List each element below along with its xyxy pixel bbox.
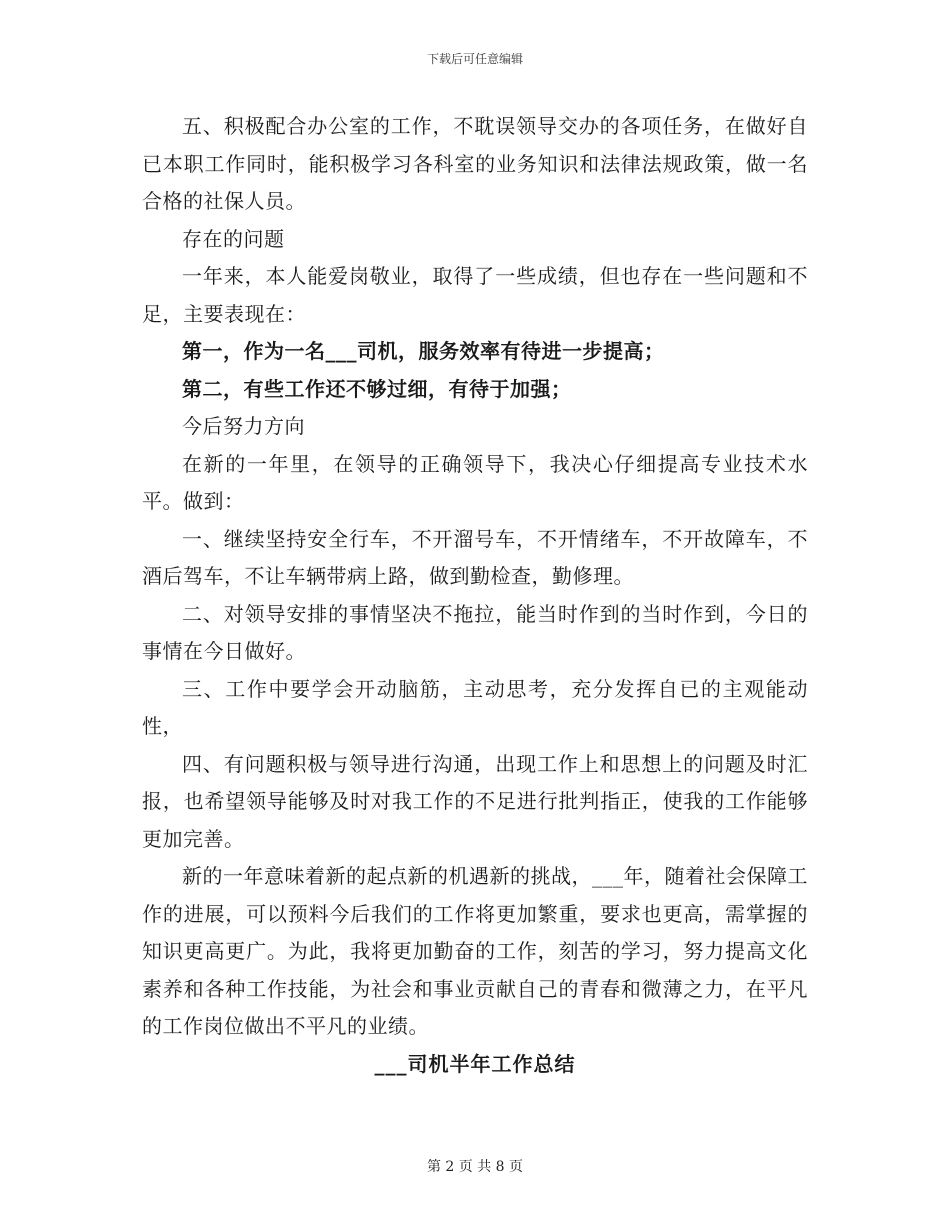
paragraph: 新的一年意味着新的起点新的机遇新的挑战，___年，随着社会保障工作的进展，可以预料今后我们的工作将更加繁重，要求也更高，需掌握的知识更高更广。为此，我将更加勤奋的工作，刻苦的学习，努力提高文化素养和各种工作技能，为社会和事业贡献自己的青春和微薄之力，在平凡的工作岗位做出不平凡的业绩。: [142, 864, 808, 1038]
paragraph: 一、继续坚持安全行车，不开溜号车，不开情绪车，不开故障车，不酒后驾车，不让车辆带病上路，做到勤检查，勤修理。: [142, 526, 808, 588]
paragraph: 三、工作中要学会开动脑筋，主动思考，充分发挥自已的主观能动性，: [142, 676, 808, 738]
page-footer: 第 2 页 共 8 页: [426, 1159, 524, 1175]
paragraph: 二、对领导安排的事情坚决不拖拉，能当时作到的当时作到，今日的事情在今日做好。: [142, 601, 808, 663]
page-header: 下载后可任意编辑: [426, 52, 523, 66]
bold-paragraph: 第二，有些工作还不够过细，有待于加强；: [182, 376, 572, 401]
document-title: ___司机半年工作总结: [374, 1051, 576, 1076]
paragraph: 五、积极配合办公室的工作，不耽误领导交办的各项任务，在做好自已本职工作同时，能积极学习各科室的业务知识和法律法规政策，做一名合格的社保人员。: [142, 114, 808, 213]
section-heading: 存在的问题: [182, 226, 285, 251]
paragraph: 在新的一年里，在领导的正确领导下，我决心仔细提高专业技术水平。做到：: [142, 451, 808, 513]
bold-paragraph: 第一，作为一名___司机，服务效率有待进一步提高；: [182, 339, 665, 363]
document-body: [142, 108, 808, 1083]
paragraph: 四、有问题积极与领导进行沟通，出现工作上和思想上的问题及时汇报，也希望领导能够及时对我工作的不足进行批判指正，使我的工作能够更加完善。: [142, 751, 808, 851]
section-heading: 今后努力方向: [182, 414, 305, 438]
paragraph: 一年来，本人能爱岗敬业，取得了一些成绩，但也存在一些问题和不足，主要表现在：: [142, 264, 808, 326]
